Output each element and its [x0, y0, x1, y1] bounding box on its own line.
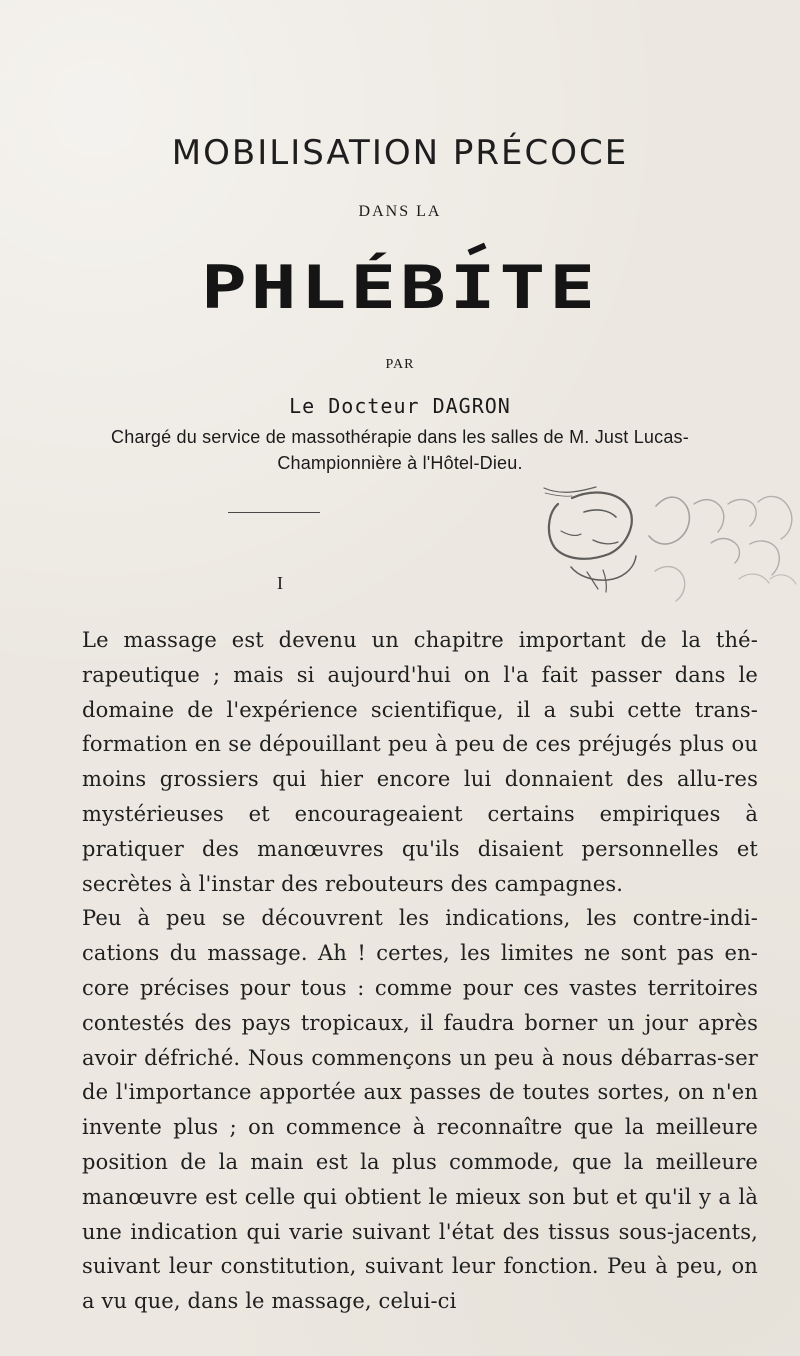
title-big: PHLÉBITE	[200, 252, 600, 322]
paragraph-1: Le massage est devenu un chapitre important de la thé-rapeutique ; mais si aujourd'hui on l'a fait passer dans le domaine de l'expérience scientifique, il a subi cette trans-formation en se dépouillant peu à peu de ces préjugés plus ou moins grossiers qui hier encore lui donnaient des allu-res mystérieuses et encourageaient certains empiriques à pratiquer des manœuvres qu'ils disaient personnelles et secrètes à l'instar des rebouteurs des campagnes.	[82, 628, 758, 896]
author-name: Le Docteur DAGRON	[289, 394, 511, 418]
by-label: PAR	[385, 357, 415, 372]
affiliation-line-2: Championnière à l'Hôtel-Dieu.	[277, 453, 523, 473]
title-main: MOBILISATION PRÉCOCE	[171, 133, 629, 173]
section-divider	[228, 512, 320, 513]
section-number: I	[277, 573, 283, 593]
library-stamp-icon	[538, 484, 800, 606]
article-body	[82, 623, 758, 1319]
affiliation-line-1: Chargé du service de massothérapie dans les salles de M. Just Lucas-	[111, 427, 689, 447]
paragraph-2: Peu à peu se découvrent les indications, les contre-indi-cations du massage. Ah ! certes, les limites ne sont pas en-core précises pour tous : comme pour ces vastes territoires contestés des pays tropicaux, il faudra borner un jour après avoir défriché. Nous commençons un peu à nous débarras-ser de l'importance apportée aux passes de toutes sortes, on n'en invente plus ; on commence à reconnaître que la meilleure position de la main est la plus commode, que la meilleure manœuvre est celle qui obtient le mieux son but et qu'il y a là une indication qui varie suivant l'état des tissus sous-jacents, suivant leur constitution, suivant leur fonction. Peu à peu, on a vu que, dans le massage, celui-ci	[82, 906, 758, 1314]
title-sub: DANS LA	[358, 203, 442, 220]
